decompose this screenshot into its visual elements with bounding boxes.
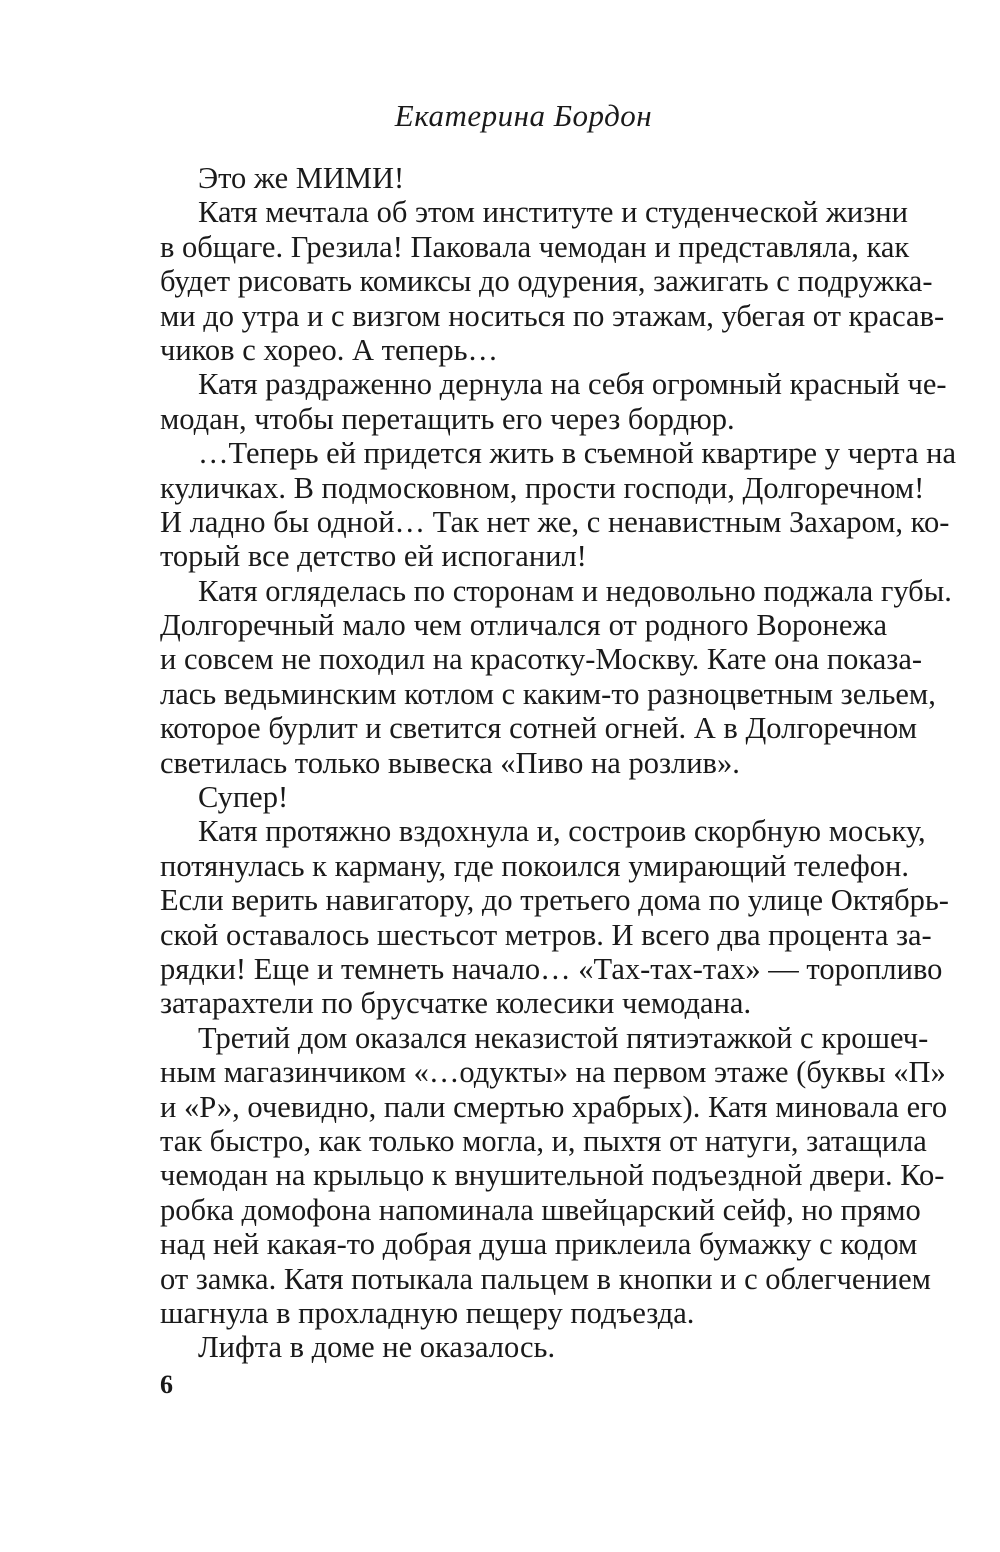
text-line: шагнула в прохладную пещеру подъезда. bbox=[160, 1295, 695, 1330]
text-line: ным магазинчиком «…одукты» на первом этаже (буквы «П» bbox=[160, 1055, 946, 1090]
text-line: Катя огляделась по сторонам и недовольно поджала губы. bbox=[198, 573, 952, 608]
text-line: Катя протяжно вздохнула и, состроив скорбную моську, bbox=[198, 814, 926, 849]
text-line: Третий дом оказался неказистой пятиэтажкой с крошеч- bbox=[198, 1020, 929, 1055]
text-line: так быстро, как только могла, и, пыхтя от натуги, затащила bbox=[160, 1123, 927, 1158]
page-number: 6 bbox=[160, 1370, 173, 1399]
body-text bbox=[160, 161, 957, 1365]
text-line: и «Р», очевидно, пали смертью храбрых). Катя миновала его bbox=[160, 1089, 948, 1124]
text-line: будет рисовать комиксы до одурения, зажигать с подружка- bbox=[160, 264, 933, 299]
text-line: над ней какая-то добрая душа приклеила бумажку с кодом bbox=[160, 1227, 918, 1262]
text-line: которое бурлит и светится сотней огней. А в Долгоречном bbox=[160, 711, 917, 746]
text-line: Это же МИМИ! bbox=[198, 161, 405, 195]
text-line: и совсем не походил на красотку-Москву. Кате она показа- bbox=[160, 642, 923, 677]
running-head: Екатерина Бордон bbox=[394, 98, 653, 133]
text-line: Катя мечтала об этом институте и студенческой жизни bbox=[198, 195, 908, 230]
text-line: И ладно бы одной… Так нет же, с ненавистным Захаром, ко- bbox=[160, 504, 950, 539]
text-line: Долгоречный мало чем отличался от родного Воронежа bbox=[160, 608, 887, 643]
text-line: Супер! bbox=[198, 780, 289, 815]
text-line: куличках. В подмосковном, прости господи, Долгоречном! bbox=[160, 470, 925, 505]
text-line: торый все детство ей испоганил! bbox=[160, 539, 587, 574]
text-line: модан, чтобы перетащить его через бордюр. bbox=[160, 401, 735, 436]
text-line: в общаге. Грезила! Паковала чемодан и представляла, как bbox=[160, 229, 910, 264]
text-line: рядки! Еще и темнеть начало… «Тах-тах-тах» — торопливо bbox=[160, 951, 943, 986]
text-line: чиков с хорео. А теперь… bbox=[160, 332, 499, 367]
text-line: Катя раздраженно дернула на себя огромный красный че- bbox=[198, 367, 947, 402]
text-line: Если верить навигатору, до третьего дома по улице Октябрь- bbox=[160, 883, 949, 918]
text-line: Лифта в доме не оказалось. bbox=[198, 1330, 556, 1365]
text-line: ской оставалось шестьсот метров. И всего два процента за- bbox=[160, 917, 932, 952]
text-line: лась ведьминским котлом с каким-то разноцветным зельем, bbox=[160, 676, 936, 711]
text-line: затарахтели по брусчатке колесики чемодана. bbox=[160, 986, 752, 1021]
text-line: …Теперь ей придется жить в съемной квартире у черта на bbox=[198, 436, 957, 471]
text-line: потянулась к карману, где покоился умирающий телефон. bbox=[160, 848, 909, 883]
text-line: от замка. Катя потыкала пальцем в кнопки и с облегчением bbox=[160, 1261, 931, 1296]
text-line: ми до утра и с визгом носиться по этажам, убегая от красав- bbox=[160, 298, 945, 333]
text-line: чемодан на крыльцо к внушительной подъездной двери. Ко- bbox=[160, 1158, 945, 1193]
text-line: робка домофона напоминала швейцарский сейф, но прямо bbox=[160, 1192, 921, 1227]
text-line: светилась только вывеска «Пиво на розлив». bbox=[160, 745, 740, 780]
